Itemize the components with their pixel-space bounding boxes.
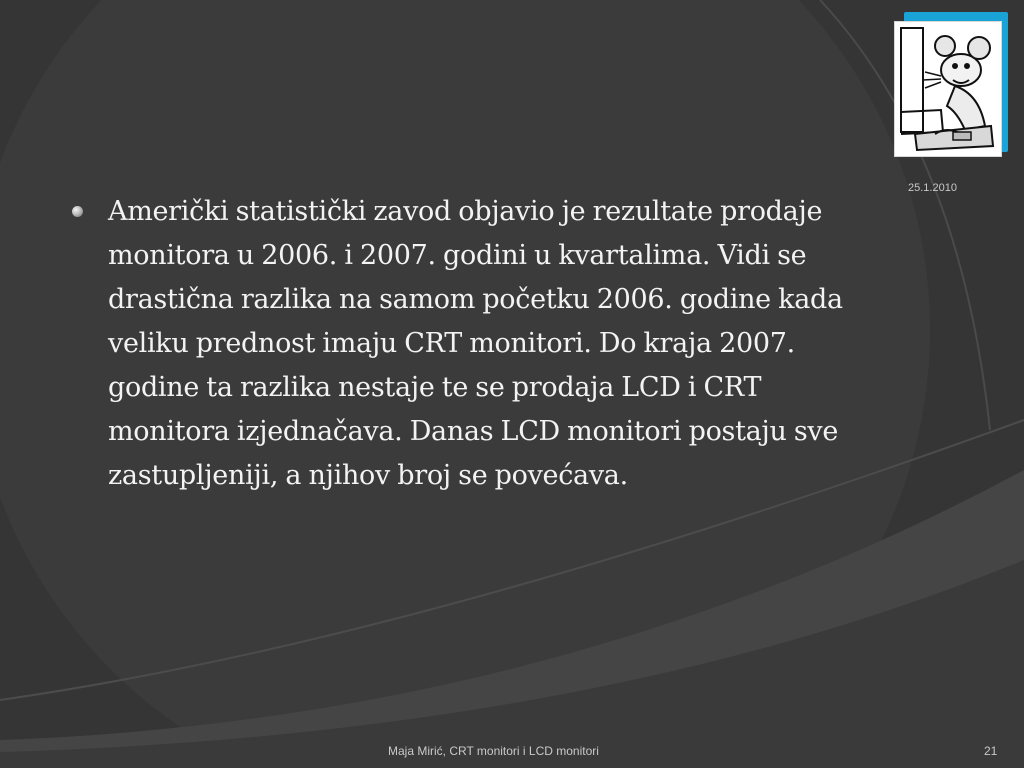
logo-image: [895, 22, 1001, 156]
slide-date: 25.1.2010: [908, 182, 957, 194]
page-number: 21: [984, 744, 998, 758]
bullet-icon: [72, 206, 83, 217]
mouse-cartoon-icon: [895, 22, 1001, 156]
footer-text: Maja Mirić, CRT monitori i LCD monitori: [388, 744, 599, 758]
bullet-text: Američki statistički zavod objavio je rezultate prodaje monitora u 2006. i 2007. godini u kvartalima. Vidi se drastična razlika na samom početku 2006. godine kada veliku prednost imaju CRT monitori. Do kraja 2007. godine ta razlika nestaje te se prodaja LCD i CRT monitora izjednačava. Danas LCD monitori postaju sve zastupljeniji, a njihov broj se povećava.: [108, 196, 843, 491]
